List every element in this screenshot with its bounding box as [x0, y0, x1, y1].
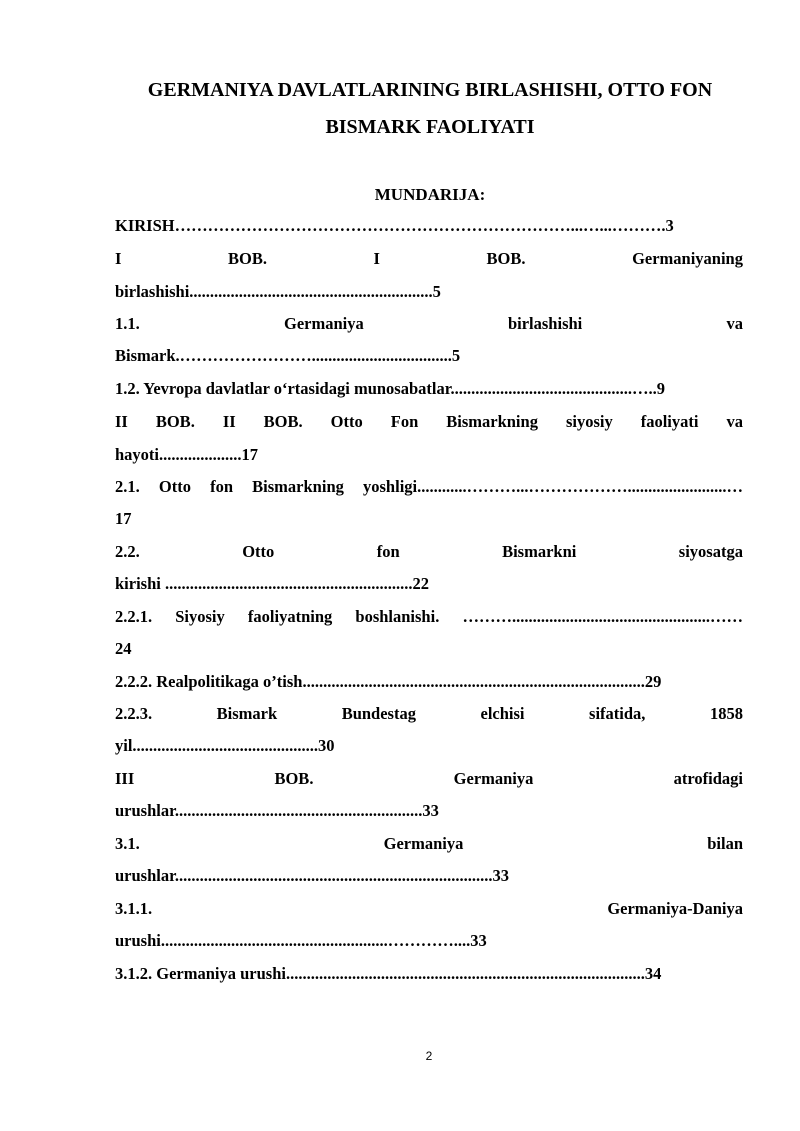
toc-line	[115, 673, 743, 691]
toc-line-word: 3.1.	[115, 835, 140, 853]
toc-line-word: Bismarkning	[252, 478, 344, 496]
toc-line-word: Germaniyaning	[632, 250, 743, 268]
toc-line	[115, 478, 743, 496]
toc-line	[115, 770, 743, 788]
toc-line-word: faoliyati	[640, 413, 699, 431]
toc-line-word: BOB.	[155, 413, 195, 431]
toc-line-word: bilan	[707, 835, 743, 853]
toc-line	[115, 380, 743, 398]
toc-line	[115, 640, 743, 658]
toc-line-word: hayoti....................17	[115, 446, 259, 464]
toc-line-word: 3.1.1.	[115, 900, 153, 918]
toc-line	[115, 250, 743, 268]
toc-line-word: 1858	[709, 705, 743, 723]
toc-line-word: 2.2.2. Realpolitikaga o’tish...................................................................................29	[115, 673, 662, 691]
toc-line-word: boshlanishi.	[355, 608, 440, 626]
toc-line-word: ………................................................……	[462, 608, 743, 626]
toc-line-word: Siyosiy	[175, 608, 225, 626]
toc-line-word: BOB.	[263, 413, 303, 431]
toc-line-word: yoshligi............………...………………........................…	[363, 478, 743, 496]
toc-line-word: faoliyatning	[247, 608, 333, 626]
toc-line-word: Germaniya	[383, 835, 464, 853]
toc-line-word: siyosatga	[678, 543, 743, 561]
toc-line	[115, 510, 743, 528]
toc-line-word: Bismark	[216, 705, 278, 723]
toc-line-word: 2.1.	[115, 478, 140, 496]
toc-line-word: Bismarkni	[502, 543, 577, 561]
toc-line-word: siyosiy	[565, 413, 613, 431]
toc-line	[115, 965, 743, 983]
toc-line-word: yil.............................................30	[115, 737, 335, 755]
toc-line-word: 17	[115, 510, 132, 528]
toc-line	[115, 575, 743, 593]
toc-line	[115, 315, 743, 333]
toc-line-word: 24	[115, 640, 132, 658]
toc-line-word: BOB.	[274, 770, 314, 788]
toc-line	[115, 705, 743, 723]
document-title-line-2: BISMARK FAOLIYATI	[325, 116, 535, 138]
toc-line-word: BOB.	[486, 250, 526, 268]
toc-line	[115, 543, 743, 561]
toc-heading: MUNDARIJA:	[374, 185, 486, 204]
toc-line-word: Fon	[390, 413, 419, 431]
toc-line	[115, 867, 743, 885]
toc-line-word: atrofidagi	[673, 770, 743, 788]
toc-line	[115, 347, 743, 365]
toc-line-word: Germaniya-Daniya	[607, 900, 743, 918]
toc-line-word: urushi.......................................................…………....33	[115, 932, 487, 950]
toc-line-word: kirishi ............................................................22	[115, 575, 429, 593]
toc-line-word: 2.2.	[115, 543, 140, 561]
toc-line-word: birlashishi...........................................................5	[115, 283, 441, 301]
toc-line	[115, 217, 743, 235]
toc-line-word: I	[373, 250, 380, 268]
toc-line-word: urushlar.............................................................................33	[115, 867, 510, 885]
toc-line	[115, 413, 743, 431]
toc-line	[115, 283, 743, 301]
toc-line-word: I	[115, 250, 122, 268]
toc-line-word: Otto	[330, 413, 363, 431]
toc-line-word: 1.1.	[115, 315, 140, 333]
page-number: 2	[425, 1049, 433, 1063]
toc-line-word: fon	[210, 478, 234, 496]
toc-line-word: va	[726, 413, 743, 431]
toc-line-word: BOB.	[227, 250, 267, 268]
toc-line-word: 1.2. Yevropa davlatlar o‘rtasidagi munosabatlar............................................…..9	[115, 380, 666, 398]
toc-line	[115, 932, 743, 950]
toc-line-word: urushlar............................................................33	[115, 802, 439, 820]
toc-line-word: Bismarkning	[446, 413, 538, 431]
toc-line-word: II	[222, 413, 236, 431]
toc-line-word: Bundestag	[341, 705, 416, 723]
toc-line-word: 2.2.3.	[115, 705, 153, 723]
toc-line	[115, 737, 743, 755]
toc-line-word: Germaniya	[283, 315, 364, 333]
toc-line	[115, 608, 743, 626]
toc-line-word: birlashishi	[507, 315, 583, 333]
toc-line-word: Otto	[158, 478, 191, 496]
toc-line-word: 3.1.2. Germaniya urushi.......................................................................................34	[115, 965, 662, 983]
toc-line	[115, 835, 743, 853]
toc-line	[115, 900, 743, 918]
toc-line-word: Otto	[242, 543, 275, 561]
toc-line-word: elchisi	[480, 705, 525, 723]
toc-line-word: KIRISH………………………………………………………………...…...……….3	[115, 217, 674, 235]
toc-line-word: fon	[376, 543, 400, 561]
toc-line-word: II	[115, 413, 128, 431]
toc-line-word: sifatida,	[589, 705, 646, 723]
toc-line-word: 2.2.1.	[115, 608, 153, 626]
toc-line-word: Germaniya	[453, 770, 534, 788]
toc-line	[115, 446, 743, 464]
toc-line-word: va	[726, 315, 743, 333]
toc-line	[115, 802, 743, 820]
document-title-line-1: GERMANIYA DAVLATLARINING BIRLASHISHI, OTTO FON	[147, 79, 713, 101]
toc-line-word: Bismark.……………………..................................5	[115, 347, 461, 365]
toc-line-word: III	[115, 770, 135, 788]
